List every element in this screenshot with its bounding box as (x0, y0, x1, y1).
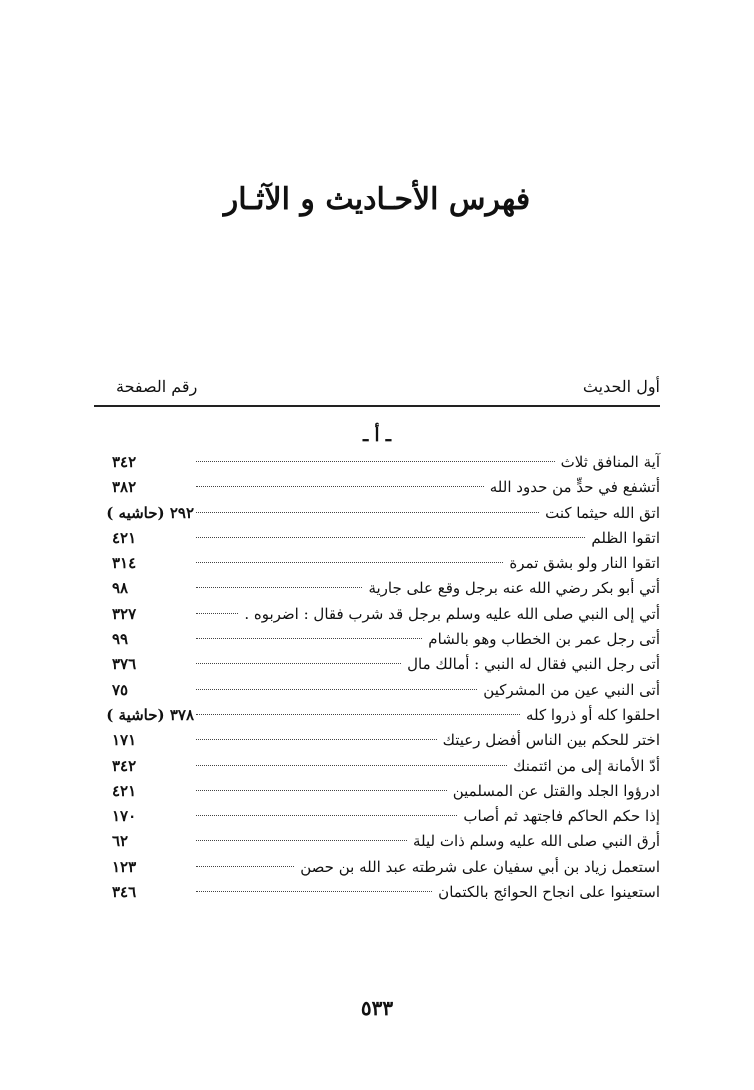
entry-text: آية المنافق ثلاث (560, 453, 660, 471)
entry-page: ٢٩٢ (حاشيه ) (106, 503, 194, 522)
entry-text: ادرؤوا الجلد والقتل عن المسلمين (452, 781, 660, 800)
hadith-index-list (94, 450, 660, 905)
dot-leader (196, 587, 362, 588)
entry-page: ٣١٤ (112, 554, 137, 573)
index-entry (94, 475, 660, 500)
index-entry (94, 501, 660, 526)
index-entry (94, 728, 660, 753)
entry-page: ٦٢ (112, 832, 129, 851)
entry-text: أتى رجل عمر بن الخطاب وهو بالشام (428, 630, 660, 649)
index-entry (94, 526, 660, 551)
index-entry (94, 627, 660, 652)
header-divider (94, 405, 660, 407)
dot-leader (196, 815, 457, 816)
index-entry (94, 602, 660, 627)
entry-text: إذا حكم الحاكم فاجتهد ثم أصاب (463, 807, 660, 826)
page-number: ٥٣٣ (360, 996, 394, 1020)
index-entry (94, 678, 660, 703)
entry-page: ٣٤٦ (112, 883, 137, 902)
index-entry (94, 829, 660, 854)
entry-page: ٧٥ (112, 680, 129, 699)
dot-leader (196, 562, 503, 563)
entry-text: أتي إلى النبي صلى الله عليه وسلم برجل قد شرب فقال : اضربوه . (244, 604, 660, 623)
entry-page: ١٧٠ (112, 807, 137, 826)
entry-page: ٩٩ (112, 630, 129, 649)
entry-page: ٣٤٢ (112, 453, 137, 471)
entry-text: اتقوا النار ولو بشق تمرة (509, 554, 660, 573)
entry-text: احلقوا كله أو ذروا كله (525, 705, 660, 724)
index-entry (94, 880, 660, 905)
entry-text: أتي أبو بكر رضي الله عنه برجل وقع على جارية (368, 579, 660, 598)
entry-text: استعينوا على انجاح الحوائج بالكتمان (438, 883, 660, 902)
column-header-page-number: رقم الصفحة (116, 377, 198, 396)
entry-page: ١٧١ (112, 731, 137, 750)
index-entry (94, 779, 660, 804)
entry-page: ٣٤٢ (112, 756, 137, 775)
dot-leader (196, 714, 520, 715)
dot-leader (196, 765, 507, 766)
index-entry (94, 576, 660, 601)
column-header-first-words: أول الحديث (582, 377, 660, 396)
dot-leader (196, 891, 432, 892)
index-entry (94, 450, 660, 475)
entry-text: أتى النبي عين من المشركين (483, 680, 660, 699)
dot-leader (196, 790, 447, 791)
index-entry (94, 652, 660, 677)
dot-leader (196, 537, 585, 538)
entry-page: ٣٢٧ (112, 604, 137, 623)
entry-page: ٤٢١ (112, 781, 137, 800)
page-title: فهرس الأحـاديث و الآثـار (223, 182, 531, 217)
dot-leader (196, 486, 484, 487)
dot-leader (196, 866, 294, 867)
entry-text: أتشفع في حدٍّ من حدود الله (489, 478, 660, 497)
section-letter-alif: ـ أ ـ (362, 425, 392, 446)
dot-leader (196, 613, 238, 614)
entry-page: ٣٧٨ (حاشية ) (106, 705, 194, 724)
dot-leader (196, 840, 407, 841)
entry-page: ٣٨٢ (112, 478, 137, 497)
entry-text: اختر للحكم بين الناس أفضل رعيتك (442, 731, 660, 750)
entry-text: أدّ الأمانة إلى من ائتمنك (513, 756, 660, 775)
entry-page: ٩٨ (112, 579, 129, 598)
dot-leader (196, 689, 477, 690)
entry-page: ٣٧٦ (112, 655, 137, 674)
index-entry (94, 551, 660, 576)
index-entry (94, 804, 660, 829)
dot-leader (196, 638, 422, 639)
column-header-row (94, 377, 660, 403)
index-entry (94, 754, 660, 779)
dot-leader (196, 461, 555, 462)
index-entry (94, 703, 660, 728)
entry-text: استعمل زياد بن أبي سفيان على شرطته عبد الله بن حصن (300, 857, 660, 876)
index-entry (94, 855, 660, 880)
dot-leader (196, 663, 401, 664)
entry-text: أتى رجل النبي فقال له النبي : أمالك مال (407, 655, 660, 674)
entry-text: اتق الله حيثما كنت (545, 503, 660, 522)
dot-leader (196, 739, 437, 740)
entry-page: ١٢٣ (112, 857, 137, 876)
entry-text: اتقوا الظلم (591, 528, 660, 547)
dot-leader (196, 512, 539, 513)
entry-text: أرق النبي صلى الله عليه وسلم ذات ليلة (413, 832, 660, 851)
entry-page: ٤٢١ (112, 528, 137, 547)
